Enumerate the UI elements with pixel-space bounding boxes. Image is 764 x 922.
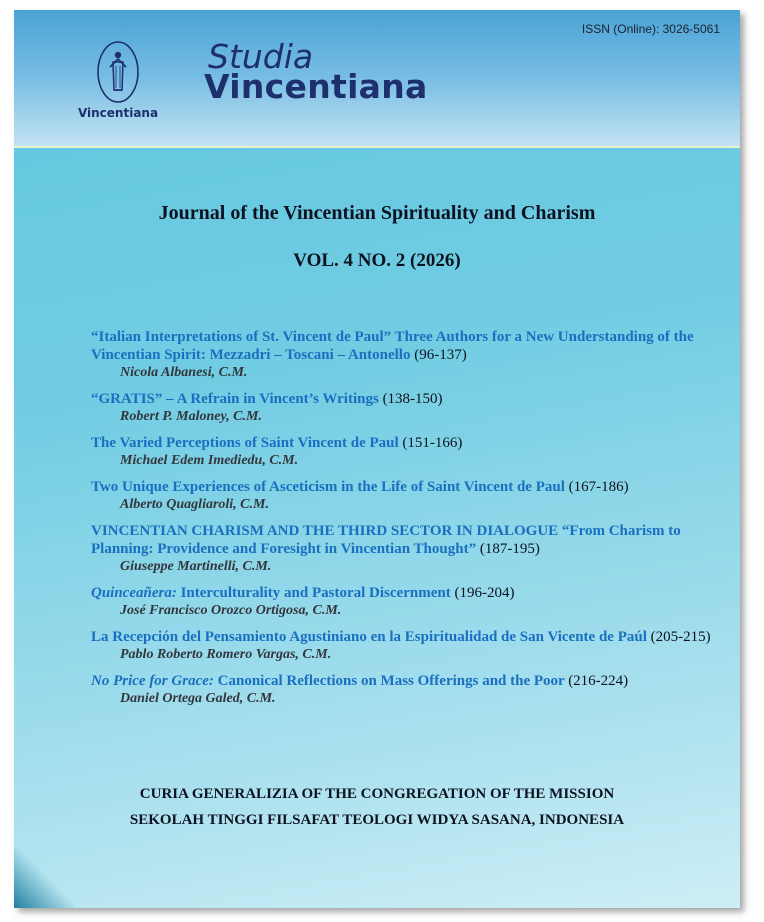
article-author: Michael Edem Imediedu, C.M. bbox=[120, 453, 299, 468]
article-title[interactable]: La Recepción del Pensamiento Agustiniano en la Espiritualidad de San Vicente de Paúl bbox=[91, 629, 647, 645]
article-title[interactable]: Two Unique Experiences of Asceticism in the Life of Saint Vincent de Paul bbox=[91, 479, 565, 495]
article-author: Pablo Roberto Romero Vargas, C.M. bbox=[120, 647, 332, 662]
toc-entry bbox=[91, 434, 731, 470]
article-author: Daniel Ortega Galed, C.M. bbox=[120, 691, 276, 706]
article-author: Alberto Quagliaroli, C.M. bbox=[120, 497, 269, 512]
article-pages: (167-186) bbox=[568, 479, 629, 495]
article-author: Robert P. Maloney, C.M. bbox=[120, 409, 262, 424]
masthead-line2: Vincentiana bbox=[204, 67, 428, 106]
article-title[interactable]: “GRATIS” – A Refrain in Vincent’s Writings bbox=[91, 391, 379, 407]
toc-entry bbox=[91, 522, 731, 576]
logo-label: Vincentiana bbox=[77, 106, 159, 120]
article-title-italic[interactable]: Quinceañera: bbox=[91, 585, 177, 601]
toc-entry bbox=[91, 672, 731, 708]
article-title[interactable]: Canonical Reflections on Mass Offerings and the Poor bbox=[217, 673, 565, 689]
article-title[interactable]: The Varied Perceptions of Saint Vincent de Paul bbox=[91, 435, 399, 451]
article-title[interactable]: “Italian Interpretations of St. Vincent de Paul” Three Authors for a New Understanding of the Vincentian Spirit: Mezzadri – Toscani – Antonello bbox=[91, 329, 694, 363]
toc-entry bbox=[91, 628, 731, 664]
article-pages: (187-195) bbox=[479, 541, 540, 557]
toc-entry bbox=[91, 390, 731, 426]
article-pages: (205-215) bbox=[650, 629, 711, 645]
journal-cover bbox=[14, 10, 740, 908]
toc-entry bbox=[91, 584, 731, 620]
masthead-line1: Studia bbox=[208, 37, 314, 76]
article-pages: (138-150) bbox=[382, 391, 443, 407]
journal-title: Journal of the Vincentian Spirituality and Charism bbox=[158, 202, 596, 224]
article-pages: (96-137) bbox=[414, 347, 467, 363]
article-author: Nicola Albanesi, C.M. bbox=[120, 365, 248, 380]
toc-entry bbox=[91, 478, 731, 514]
article-title[interactable]: VINCENTIAN CHARISM AND THE THIRD SECTOR IN DIALOGUE “From Charism to Planning: Providence and Foresight in Vincentian Thought” bbox=[91, 523, 681, 557]
publisher-line2: SEKOLAH TINGGI FILSAFAT TEOLOGI WIDYA SASANA, INDONESIA bbox=[129, 812, 625, 828]
article-pages: (151-166) bbox=[402, 435, 463, 451]
cover-header bbox=[14, 10, 740, 148]
publisher-line1: CURIA GENERALIZIA OF THE CONGREGATION OF THE MISSION bbox=[139, 786, 615, 802]
article-author: José Francisco Orozco Ortigosa, C.M. bbox=[120, 603, 342, 618]
volume-label: VOL. 4 NO. 2 (2026) bbox=[293, 250, 461, 271]
saint-figure-icon bbox=[79, 40, 157, 106]
decorative-corner bbox=[14, 848, 74, 908]
article-pages: (196-204) bbox=[454, 585, 515, 601]
article-pages: (216-224) bbox=[568, 673, 629, 689]
table-of-contents bbox=[91, 328, 731, 716]
article-title-italic[interactable]: No Price for Grace: bbox=[91, 673, 214, 689]
article-author: Giuseppe Martinelli, C.M. bbox=[120, 559, 272, 574]
article-title[interactable]: Interculturality and Pastoral Discernment bbox=[180, 585, 451, 601]
issn-label: ISSN (Online): 3026-5061 bbox=[581, 22, 720, 36]
toc-entry bbox=[91, 328, 731, 382]
vincentiana-logo bbox=[62, 40, 174, 130]
